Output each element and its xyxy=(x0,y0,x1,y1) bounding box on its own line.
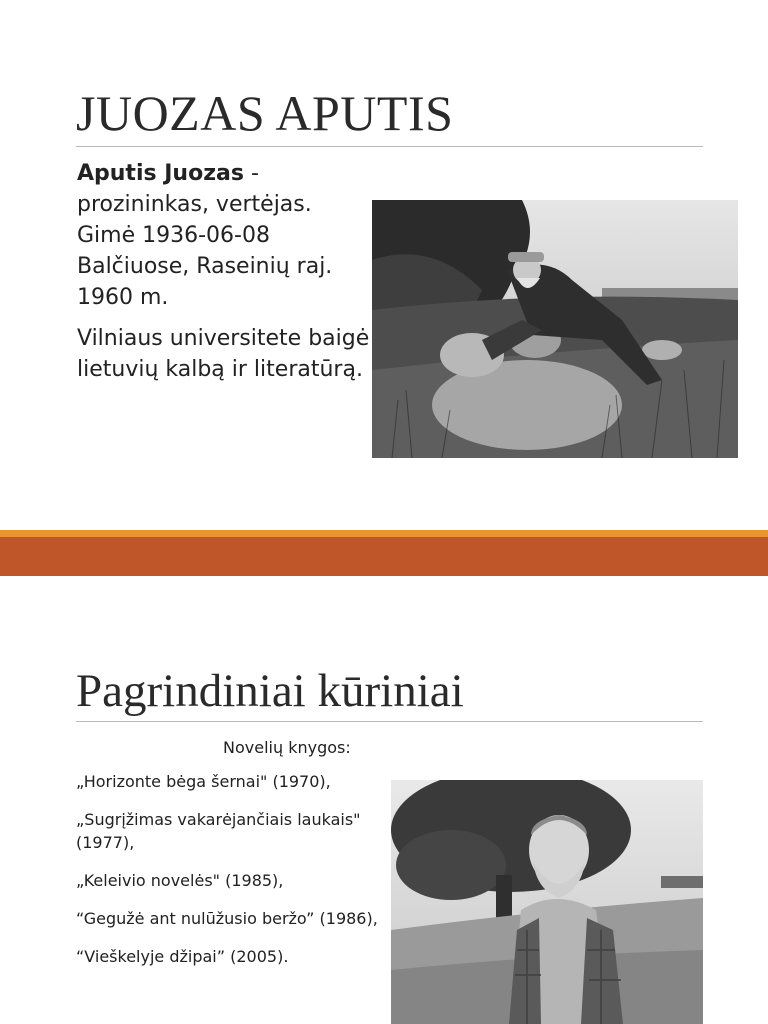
work-item: “Vieškelyje džipai” (2005). xyxy=(76,947,289,966)
biography-text xyxy=(77,158,372,395)
bio-paragraph-2: Vilniaus universitete baigė lietuvių kalbą ir literatūrą. xyxy=(77,326,370,382)
bio-paragraph-1 xyxy=(77,158,372,313)
author-name: Aputis Juozas xyxy=(77,161,244,186)
slide-title: Pagrindiniai kūriniai xyxy=(76,665,464,717)
slide-title: JUOZAS APUTIS xyxy=(76,85,454,141)
title-rule xyxy=(76,146,703,147)
work-item: „Horizonte bėga šernai" (1970), xyxy=(76,772,331,791)
bio-intro: prozininkas, vertėjas. Gimė 1936-06-08 Balčiuose, Raseinių raj. 1960 m. xyxy=(77,192,333,310)
work-item: “Gegužė ant nulūžusio beržo” (1986), xyxy=(76,909,378,928)
title-rule xyxy=(76,721,703,722)
work-item: „Keleivio novelės" (1985), xyxy=(76,871,284,890)
slide-separator-band xyxy=(0,537,768,576)
author-photo-reclining xyxy=(372,200,738,458)
work-item: „Sugrįžimas vakarėjančiais laukais" (1977), xyxy=(76,810,361,852)
author-photo-portrait xyxy=(391,780,703,1024)
name-dash: - xyxy=(243,161,259,186)
works-list xyxy=(76,736,386,983)
slide-separator-accent xyxy=(0,530,768,537)
works-heading: Novelių knygos: xyxy=(223,738,351,757)
